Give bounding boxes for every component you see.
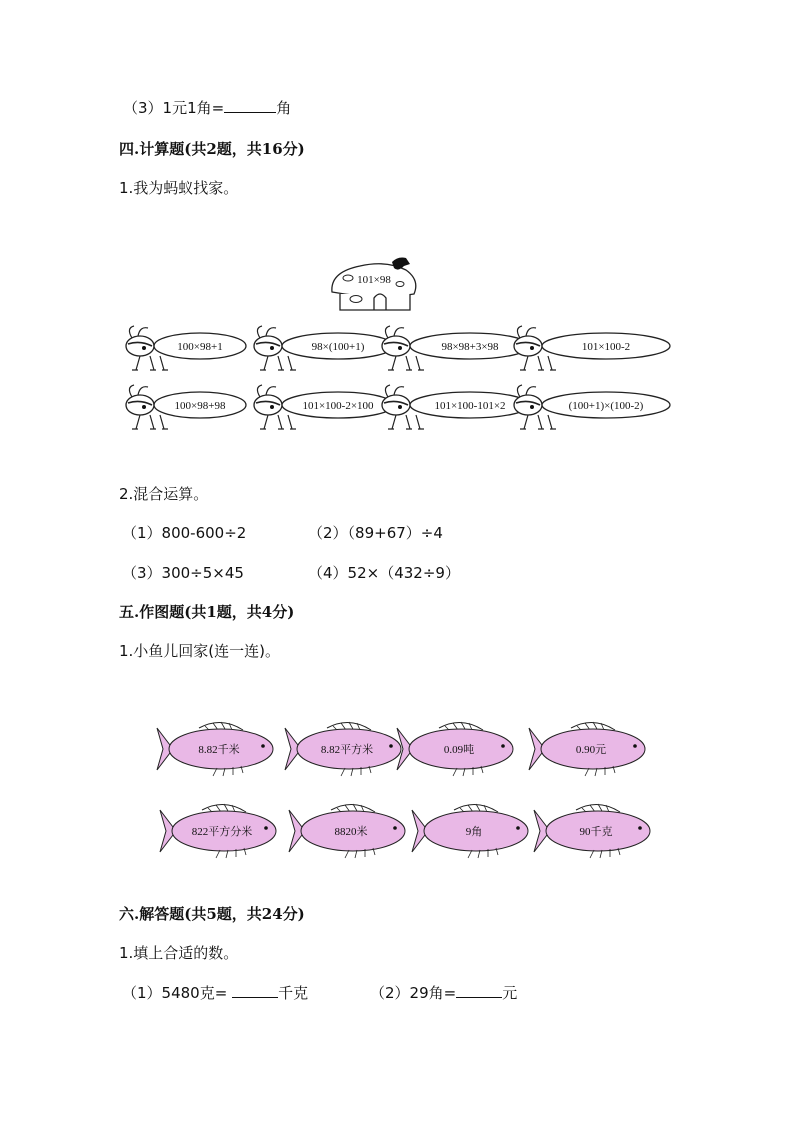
calc-item-2: （2）（89+67）÷4 [308,524,443,542]
calc-item-4: （4）52×（432÷9） [308,564,460,582]
fish-top-4[interactable] [527,718,651,780]
fish-top-2[interactable] [283,718,407,780]
ant-expression: 98×98+3×98 [441,341,499,353]
answer-blank[interactable] [456,983,502,998]
question-5-1-prompt: 1.小鱼儿回家(连一连)。 [119,642,281,660]
fish-label: 0.90元 [575,744,607,756]
question-3-unit: 角 [276,99,292,117]
fish-label: 90千克 [579,826,613,838]
fill-item-1-unit: 千克 [278,984,309,1002]
calc-item-3: （3）300÷5×45 [122,564,244,582]
fish-bottom-3[interactable] [410,800,534,862]
fish-bottom-2[interactable] [287,800,411,862]
fish-label: 8.82千米 [198,744,240,756]
question-3-line [123,97,291,118]
fill-item-1 [122,982,308,1003]
fish-label: 9角 [465,826,483,838]
ant-expression: 100×98+1 [177,341,223,353]
house-label: 101×98 [357,274,391,286]
fill-item-2-unit: 元 [502,984,518,1002]
section-6-title: 六.解答题(共5题，共24分) [119,905,305,923]
fish-label: 0.09吨 [443,744,475,756]
question-4-1-prompt: 1.我为蚂蚁找家。 [119,179,239,197]
ant-expression: 100×98+98 [174,400,226,412]
fish-label: 8820米 [334,826,368,838]
fish-top-3[interactable] [395,718,519,780]
ant-5[interactable] [120,383,252,439]
fill-item-2 [370,982,517,1003]
fill-item-1-text: （1）5480克= [122,984,233,1002]
ant-expression: (100+1)×(100-2) [568,400,644,412]
fill-item-2-text: （2）29角= [370,984,457,1002]
section-4-title: 四.计算题(共2题，共16分) [119,140,305,158]
question-3-text: （3）1元1角= [123,99,225,117]
ant-expression: 101×100-2 [581,341,631,353]
calc-item-1: （1）800-600÷2 [122,524,247,542]
section-5-title: 五.作图题(共1题，共4分) [119,603,295,621]
answer-blank[interactable] [232,983,278,998]
question-6-1-prompt: 1.填上合适的数。 [119,944,239,962]
question-4-2-prompt: 2.混合运算。 [119,485,209,503]
fish-bottom-4[interactable] [532,800,656,862]
fish-top-1[interactable] [155,718,279,780]
fish-bottom-1[interactable] [158,800,282,862]
mushroom-house [326,254,426,316]
ant-8[interactable] [508,383,676,439]
answer-blank[interactable] [224,98,276,113]
ant-expression: 98×(100+1) [311,341,365,353]
fish-label: 822平方分米 [191,826,253,838]
ant-1[interactable] [120,324,252,380]
ant-expression: 101×100-101×2 [434,400,506,412]
fish-label: 8.82平方米 [320,744,374,756]
ant-4[interactable] [508,324,676,380]
ant-expression: 101×100-2×100 [302,400,374,412]
